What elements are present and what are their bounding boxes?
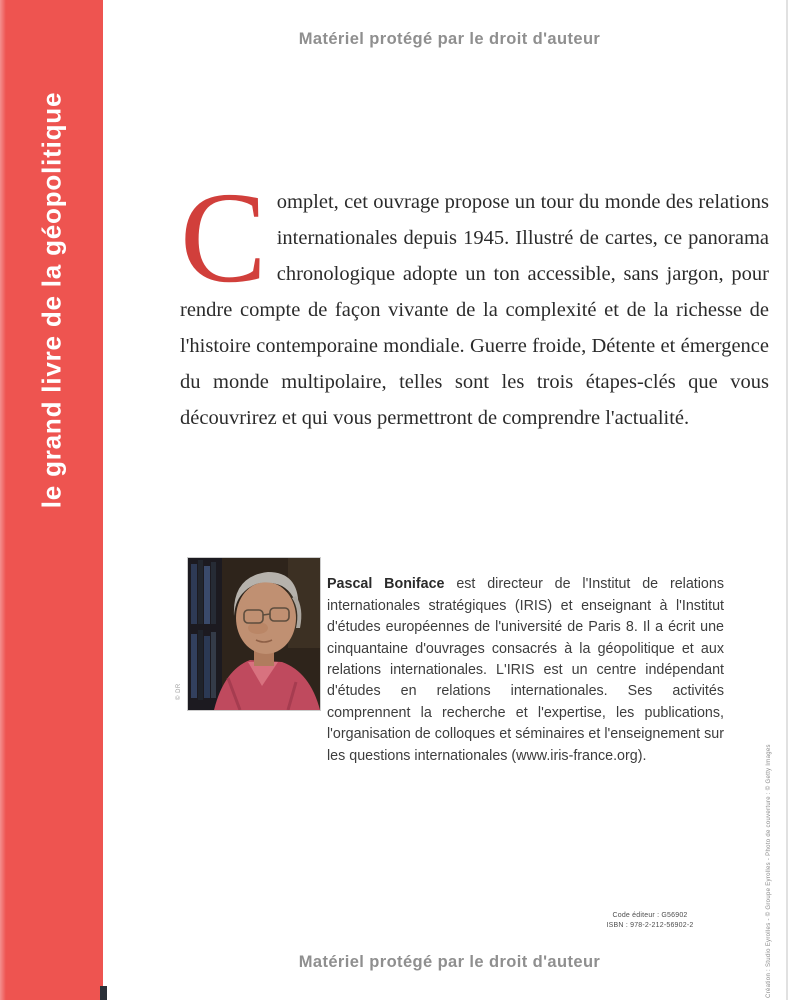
page-edge-line: [786, 0, 788, 1000]
book-title-vertical: le grand livre de la géopolitique: [36, 91, 66, 509]
author-name: Pascal Boniface: [327, 576, 445, 593]
author-bio: [327, 574, 724, 767]
back-cover-blurb: [180, 166, 769, 436]
edge-credits: Création : Studio Eyrolles - © Groupe Eyrolles - Photo de couverture : © Getty Images: [766, 744, 772, 998]
copyright-notice-top: Matériel protégé par le droit d'auteur: [298, 30, 601, 48]
isbn: ISBN : 978-2-212-56902-2: [606, 922, 694, 929]
publisher-codes: [575, 911, 725, 931]
author-bio-text: est directeur de l'Institut de relations internationales stratégiques (IRIS) et enseignant à l'Institut d'études européennes de l'université de Paris 8. Il a écrit une cinquantaine d'ouvrages consacrés à la géopolitique et aux relations internationales. L'IRIS est un centre indépendant d'études en relations internationales. Ses activités comprennent la recherche et l'expertise, les publications, l'organisation de colloques et séminaires et l'enseignement sur les questions internationales (www.iris-france.org).: [327, 576, 724, 764]
author-photo: [188, 558, 320, 710]
copyright-notice-bottom: Matériel protégé par le droit d'auteur: [298, 953, 601, 971]
author-portrait-graphic: [188, 558, 320, 710]
spine-edge-shadow: [100, 986, 107, 1000]
spine-title-wrap: [0, 91, 103, 509]
code-editeur: Code éditeur : G56902: [612, 912, 688, 919]
blurb-text: omplet, cet ouvrage propose un tour du monde des relations internationales depuis 1945. Illustré de cartes, ce panorama chronologique adopte un ton accessible, sans jargon, pour rendre compte de façon vivante de la complexité et de la richesse de l'histoire contemporaine mondiale. Guerre froide, Détente et émergence du monde multipolaire, telles sont les trois étapes-clés que vous découvrirez et qui vous permettront de comprendre l'actualité.: [180, 191, 769, 429]
drop-cap: C: [180, 166, 267, 310]
photo-credit: © DR: [176, 683, 182, 700]
